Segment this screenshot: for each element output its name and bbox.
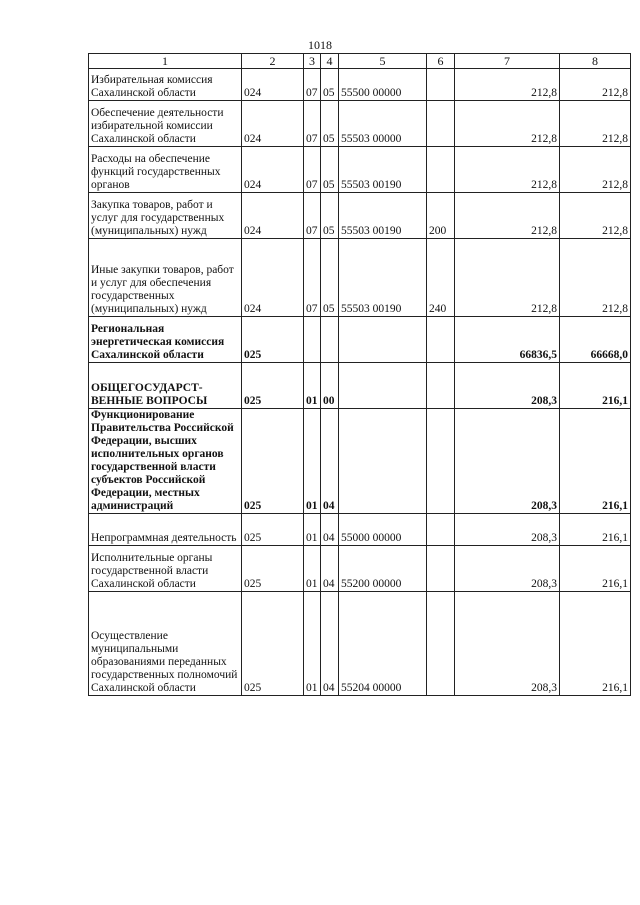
table-row xyxy=(89,101,631,147)
row-name: Исполнительные органы государственной власти Сахалинской области xyxy=(89,546,242,592)
code-section: 07 xyxy=(304,239,321,317)
column-header: 5 xyxy=(339,54,427,69)
code-subsection: 05 xyxy=(321,193,339,239)
code-subsection: 04 xyxy=(321,592,339,696)
row-name: Непрограммная деятельность xyxy=(89,514,242,546)
row-name: Иные закупки товаров, работ и услуг для обеспечения государственных (муниципальных) нужд xyxy=(89,239,242,317)
column-header: 7 xyxy=(455,54,560,69)
code-subsection: 05 xyxy=(321,69,339,101)
row-name: Расходы на обеспечение функций государственных органов xyxy=(89,147,242,193)
code-admin: 025 xyxy=(242,409,304,514)
amount-col7: 212,8 xyxy=(455,69,560,101)
code-section xyxy=(304,317,321,363)
table-row xyxy=(89,193,631,239)
amount-col7: 212,8 xyxy=(455,193,560,239)
table-row xyxy=(89,147,631,193)
code-subsection: 05 xyxy=(321,147,339,193)
column-header: 3 xyxy=(304,54,321,69)
code-subsection xyxy=(321,317,339,363)
code-expense-type xyxy=(427,147,455,193)
code-target: 55503 00190 xyxy=(339,193,427,239)
row-name: ОБЩЕГОСУДАРСТ-ВЕННЫЕ ВОПРОСЫ xyxy=(89,363,242,409)
code-section: 01 xyxy=(304,409,321,514)
code-admin: 024 xyxy=(242,239,304,317)
amount-col7: 212,8 xyxy=(455,101,560,147)
code-admin: 024 xyxy=(242,101,304,147)
budget-table xyxy=(88,53,631,696)
amount-col8: 216,1 xyxy=(560,514,631,546)
amount-col8: 212,8 xyxy=(560,193,631,239)
amount-col7: 208,3 xyxy=(455,546,560,592)
amount-col8: 216,1 xyxy=(560,363,631,409)
code-expense-type xyxy=(427,317,455,363)
amount-col8: 212,8 xyxy=(560,69,631,101)
table-header-row xyxy=(89,54,631,69)
amount-col8: 66668,0 xyxy=(560,317,631,363)
code-section: 07 xyxy=(304,101,321,147)
amount-col7: 208,3 xyxy=(455,514,560,546)
table-row xyxy=(89,546,631,592)
code-subsection: 05 xyxy=(321,101,339,147)
code-section: 01 xyxy=(304,592,321,696)
column-header: 1 xyxy=(89,54,242,69)
code-admin: 025 xyxy=(242,546,304,592)
code-subsection: 00 xyxy=(321,363,339,409)
table-row xyxy=(89,514,631,546)
code-subsection: 04 xyxy=(321,409,339,514)
amount-col7: 212,8 xyxy=(455,147,560,193)
code-expense-type xyxy=(427,546,455,592)
code-expense-type: 200 xyxy=(427,193,455,239)
column-header: 2 xyxy=(242,54,304,69)
row-name: Региональная энергетическая комиссия Сахалинской области xyxy=(89,317,242,363)
amount-col7: 208,3 xyxy=(455,409,560,514)
amount-col8: 216,1 xyxy=(560,409,631,514)
code-target: 55204 00000 xyxy=(339,592,427,696)
code-admin: 025 xyxy=(242,363,304,409)
code-admin: 025 xyxy=(242,514,304,546)
code-subsection: 04 xyxy=(321,514,339,546)
table-row xyxy=(89,69,631,101)
amount-col8: 212,8 xyxy=(560,101,631,147)
amount-col8: 216,1 xyxy=(560,592,631,696)
code-subsection: 04 xyxy=(321,546,339,592)
column-header: 4 xyxy=(321,54,339,69)
amount-col7: 66836,5 xyxy=(455,317,560,363)
row-name: Обеспечение деятельности избирательной комиссии Сахалинской области xyxy=(89,101,242,147)
amount-col7: 212,8 xyxy=(455,239,560,317)
code-target: 55503 00190 xyxy=(339,239,427,317)
code-target: 55200 00000 xyxy=(339,546,427,592)
amount-col8: 212,8 xyxy=(560,147,631,193)
code-expense-type xyxy=(427,101,455,147)
code-admin: 024 xyxy=(242,147,304,193)
column-header: 8 xyxy=(560,54,631,69)
row-name: Функционирование Правительства Российской Федерации, высших исполнительных органов государственной власти субъектов Российской Федерации, местных администраций xyxy=(89,409,242,514)
code-section: 07 xyxy=(304,193,321,239)
code-section: 07 xyxy=(304,147,321,193)
code-admin: 024 xyxy=(242,69,304,101)
code-expense-type xyxy=(427,69,455,101)
column-header: 6 xyxy=(427,54,455,69)
amount-col8: 216,1 xyxy=(560,546,631,592)
amount-col7: 208,3 xyxy=(455,592,560,696)
amount-col8: 212,8 xyxy=(560,239,631,317)
amount-col7: 208,3 xyxy=(455,363,560,409)
row-name: Закупка товаров, работ и услуг для государственных (муниципальных) нужд xyxy=(89,193,242,239)
code-expense-type xyxy=(427,514,455,546)
row-name: Осуществление муниципальными образованиями переданных государственных полномочий Сахалинской области xyxy=(89,592,242,696)
code-expense-type xyxy=(427,409,455,514)
table-row xyxy=(89,239,631,317)
code-target xyxy=(339,409,427,514)
code-target xyxy=(339,363,427,409)
code-section: 01 xyxy=(304,546,321,592)
code-expense-type xyxy=(427,592,455,696)
row-name: Избирательная комиссия Сахалинской области xyxy=(89,69,242,101)
code-section: 01 xyxy=(304,514,321,546)
code-admin: 025 xyxy=(242,317,304,363)
table-row xyxy=(89,363,631,409)
code-target xyxy=(339,317,427,363)
code-admin: 025 xyxy=(242,592,304,696)
code-expense-type: 240 xyxy=(427,239,455,317)
code-section: 07 xyxy=(304,69,321,101)
code-target: 55503 00190 xyxy=(339,147,427,193)
code-expense-type xyxy=(427,363,455,409)
code-subsection: 05 xyxy=(321,239,339,317)
table-row xyxy=(89,592,631,696)
code-target: 55000 00000 xyxy=(339,514,427,546)
table-row xyxy=(89,317,631,363)
page-number: 1018 xyxy=(308,38,332,52)
code-target: 55503 00000 xyxy=(339,101,427,147)
code-admin: 024 xyxy=(242,193,304,239)
code-section: 01 xyxy=(304,363,321,409)
code-target: 55500 00000 xyxy=(339,69,427,101)
table-row xyxy=(89,409,631,514)
